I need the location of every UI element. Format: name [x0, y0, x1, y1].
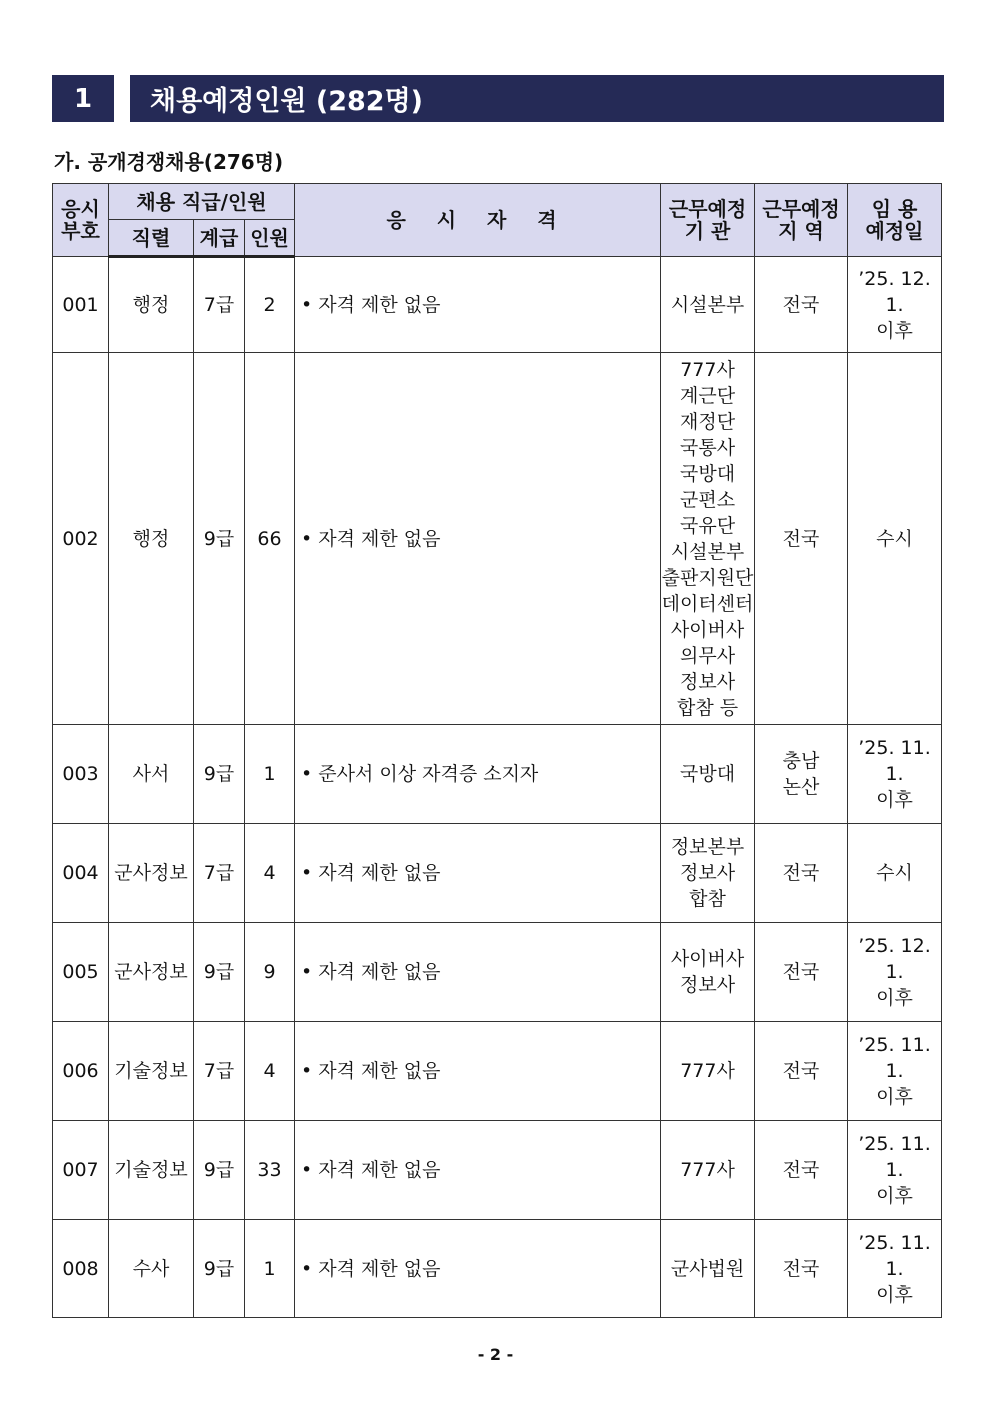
exam-code-cell: 001 — [53, 257, 109, 353]
subsection-title: 가. 공개경쟁채용(276명) — [54, 150, 284, 174]
header-job: 직렬 — [109, 220, 194, 257]
header-region-line1: 근무예정 — [762, 197, 840, 221]
date-line: 이후 — [876, 1086, 913, 1108]
org-line: 정보본부 — [670, 836, 745, 858]
qualification-cell: • 자격 제한 없음 — [295, 1220, 661, 1318]
org-line: 국유단 — [680, 514, 736, 537]
date-line: ’25. 11. 1. — [858, 1231, 931, 1280]
header-date-line1: 임 용 — [871, 197, 918, 221]
date-line: ’25. 11. 1. — [858, 1034, 931, 1082]
date-line: 이후 — [876, 319, 913, 342]
org-cell — [661, 1220, 755, 1318]
header-count: 인원 — [245, 220, 295, 257]
header-row-1 — [53, 184, 942, 220]
date-line: ’25. 11. 1. — [858, 737, 931, 785]
org-line: 시설본부 — [670, 540, 745, 563]
qualification-cell: • 준사서 이상 자격증 소지자 — [295, 725, 661, 824]
org-line: 777사 — [680, 358, 735, 381]
section-title: 채용예정인원 (282명) — [130, 75, 944, 122]
table-body — [53, 257, 942, 1318]
exam-code-cell: 004 — [53, 824, 109, 923]
job-cell: 기술정보 — [109, 1121, 194, 1220]
date-cell — [848, 257, 942, 353]
table-row — [53, 923, 942, 1022]
org-line: 정보사 — [680, 670, 736, 693]
grade-cell: 7급 — [194, 824, 245, 923]
count-cell: 1 — [245, 725, 295, 824]
qualification-cell: • 자격 제한 없음 — [295, 257, 661, 353]
region-line: 전국 — [782, 1159, 820, 1181]
count-cell: 4 — [245, 1022, 295, 1121]
region-cell — [755, 1220, 848, 1318]
date-cell — [848, 1220, 942, 1318]
org-line: 777사 — [680, 1159, 735, 1181]
date-line: 이후 — [876, 1283, 913, 1306]
region-cell — [755, 257, 848, 353]
date-line: ’25. 12. 1. — [858, 267, 931, 316]
qualification-cell: • 자격 제한 없음 — [295, 1022, 661, 1121]
org-line: 합참 등 — [676, 696, 739, 719]
org-cell — [661, 353, 755, 725]
exam-code-cell: 002 — [53, 353, 109, 725]
org-line: 정보사 — [680, 974, 736, 996]
date-line: ’25. 11. 1. — [858, 1133, 931, 1181]
table-row — [53, 725, 942, 824]
header-grade: 계급 — [194, 220, 245, 257]
region-line: 전국 — [782, 293, 820, 316]
org-line: 군편소 — [680, 488, 736, 511]
org-line: 국통사 — [680, 436, 736, 459]
region-cell — [755, 824, 848, 923]
grade-cell: 7급 — [194, 257, 245, 353]
org-line: 군사법원 — [670, 1257, 745, 1280]
date-cell — [848, 923, 942, 1022]
org-line: 사이버사 — [670, 948, 745, 970]
org-line: 출판지원단 — [661, 566, 754, 589]
region-cell — [755, 1022, 848, 1121]
date-line: 이후 — [876, 789, 913, 811]
date-cell — [848, 353, 942, 725]
job-cell: 행정 — [109, 353, 194, 725]
region-cell — [755, 725, 848, 824]
region-line: 전국 — [782, 1060, 820, 1082]
date-line: 이후 — [876, 1185, 913, 1207]
org-line: 국방대 — [680, 462, 736, 485]
job-cell: 수사 — [109, 1220, 194, 1318]
table-row — [53, 1022, 942, 1121]
org-cell — [661, 923, 755, 1022]
grade-cell: 9급 — [194, 1121, 245, 1220]
grade-cell: 9급 — [194, 725, 245, 824]
table-row — [53, 1121, 942, 1220]
grade-cell: 9급 — [194, 923, 245, 1022]
region-line: 논산 — [782, 776, 820, 798]
count-cell: 33 — [245, 1121, 295, 1220]
header-region — [755, 184, 848, 257]
count-cell: 9 — [245, 923, 295, 1022]
region-cell — [755, 923, 848, 1022]
job-cell: 기술정보 — [109, 1022, 194, 1121]
org-line: 사이버사 — [670, 618, 745, 641]
table-row — [53, 1220, 942, 1318]
region-line: 전국 — [782, 961, 820, 983]
qualification-cell: • 자격 제한 없음 — [295, 1121, 661, 1220]
header-position-group: 채용 직급/인원 — [109, 184, 295, 220]
date-line: 이후 — [876, 987, 913, 1009]
org-cell — [661, 1022, 755, 1121]
org-line: 재정단 — [680, 410, 736, 433]
page-number: - 2 - — [477, 1345, 514, 1364]
region-line: 전국 — [782, 527, 820, 550]
region-cell — [755, 353, 848, 725]
count-cell: 4 — [245, 824, 295, 923]
exam-code-cell: 003 — [53, 725, 109, 824]
exam-code-cell: 008 — [53, 1220, 109, 1318]
org-line: 국방대 — [680, 763, 736, 785]
exam-code-cell: 006 — [53, 1022, 109, 1121]
header-org-line1: 근무예정 — [668, 197, 747, 221]
header-date-line2: 예정일 — [865, 219, 924, 243]
table-row — [53, 353, 942, 725]
job-cell: 군사정보 — [109, 923, 194, 1022]
header-date — [848, 184, 942, 257]
count-cell: 1 — [245, 1220, 295, 1318]
grade-cell: 9급 — [194, 353, 245, 725]
header-org — [661, 184, 755, 257]
org-cell — [661, 725, 755, 824]
table-row — [53, 824, 942, 923]
date-cell — [848, 1121, 942, 1220]
org-line: 시설본부 — [670, 293, 745, 316]
section-number: 1 — [52, 75, 114, 122]
job-cell: 군사정보 — [109, 824, 194, 923]
date-cell — [848, 824, 942, 923]
org-cell — [661, 1121, 755, 1220]
header-exam-no-line2: 부호 — [61, 219, 100, 243]
recruitment-table — [52, 183, 942, 1318]
org-cell — [661, 257, 755, 353]
region-line: 전국 — [782, 862, 820, 884]
org-cell — [661, 824, 755, 923]
count-cell: 2 — [245, 257, 295, 353]
date-line: ’25. 12. 1. — [858, 935, 931, 983]
date-cell — [848, 725, 942, 824]
region-line: 충남 — [782, 750, 820, 772]
org-line: 의무사 — [680, 644, 736, 667]
count-cell: 66 — [245, 353, 295, 725]
grade-cell: 7급 — [194, 1022, 245, 1121]
date-line: 수시 — [876, 862, 913, 884]
date-cell — [848, 1022, 942, 1121]
job-cell: 사서 — [109, 725, 194, 824]
header-exam-no — [53, 184, 109, 257]
header-qualification: 응 시 자 격 — [295, 184, 661, 257]
qualification-cell: • 자격 제한 없음 — [295, 353, 661, 725]
header-region-line2: 지 역 — [778, 219, 824, 243]
grade-cell: 9급 — [194, 1220, 245, 1318]
region-line: 전국 — [782, 1257, 820, 1280]
org-line: 합참 — [689, 888, 726, 910]
job-cell: 행정 — [109, 257, 194, 353]
region-cell — [755, 1121, 848, 1220]
exam-code-cell: 005 — [53, 923, 109, 1022]
table-row — [53, 257, 942, 353]
org-line: 데이터센터 — [661, 592, 754, 615]
org-line: 정보사 — [680, 862, 736, 884]
org-line: 777사 — [680, 1060, 735, 1082]
header-exam-no-line1: 응시 — [61, 197, 100, 221]
qualification-cell: • 자격 제한 없음 — [295, 923, 661, 1022]
header-org-line2: 기 관 — [684, 219, 731, 243]
org-line: 계근단 — [680, 384, 736, 407]
qualification-cell: • 자격 제한 없음 — [295, 824, 661, 923]
date-line: 수시 — [876, 527, 913, 550]
exam-code-cell: 007 — [53, 1121, 109, 1220]
